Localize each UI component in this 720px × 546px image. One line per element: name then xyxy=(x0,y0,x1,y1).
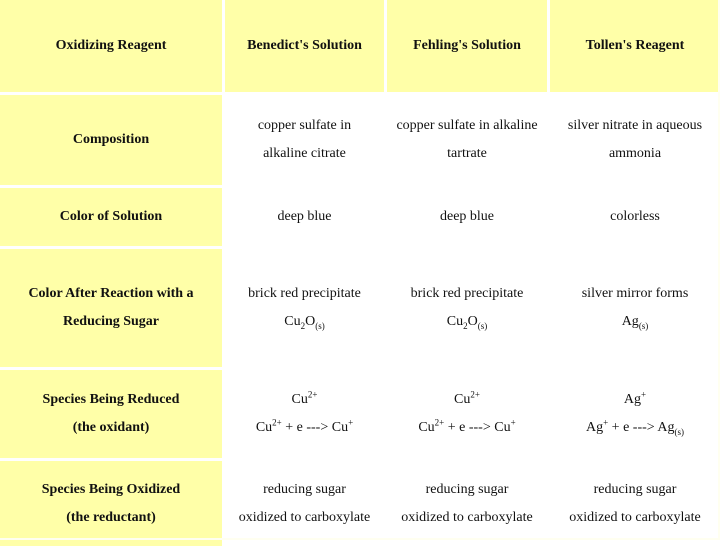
ion-cu2plus: $Cu^{2+}$ xyxy=(454,389,480,407)
formula-cu2o: $Cu_2O_{(s)}$ xyxy=(446,314,488,331)
oxidized-fehling: reducing sugar oxidized to carboxylate xyxy=(387,461,547,546)
half-reaction: $Cu^{2+} + e$ ---> Cu+ xyxy=(255,417,354,435)
reduced-benedict xyxy=(225,370,384,458)
ion-cu2plus: $Cu^{2+}$ xyxy=(291,389,318,407)
composition-tollen: silver nitrate in aqueous ammonia xyxy=(550,95,720,185)
header-fehlings-solution: Fehling's Solution xyxy=(387,0,547,92)
reduced-tollen xyxy=(550,370,720,458)
header-benedicts-solution: Benedict's Solution xyxy=(225,0,384,92)
after-fehling: brick red precipitate $Cu_2O_{(s)}$ xyxy=(387,249,547,367)
after-tollen: silver mirror forms $Ag_{(s)}$ xyxy=(550,249,720,367)
composition-fehling: copper sulfate in alkaline tartrate xyxy=(387,95,547,185)
ion-agplus: Ag+ xyxy=(623,389,647,407)
formula-ag: $Ag_{(s)}$ xyxy=(621,314,649,331)
row-label-color-of-solution: Color of Solution xyxy=(0,188,222,246)
reduced-fehling xyxy=(387,370,547,458)
row-label-color-after-reaction: Color After Reaction with a Reducing Sugar xyxy=(0,249,222,367)
half-reaction: Ag+ + e ---> $Ag_{(s)}$ xyxy=(585,417,685,437)
header-tollens-reagent: Tollen's Reagent xyxy=(550,0,720,92)
formula-cu2o: $Cu_2O_{(s)}$ xyxy=(284,314,325,331)
color-benedict: deep blue xyxy=(225,188,384,246)
header-oxidizing-reagent: Oxidizing Reagent xyxy=(0,0,222,92)
row-label-species-reduced: Species Being Reduced (the oxidant) xyxy=(0,370,222,458)
row-label-species-oxidized: Species Being Oxidized (the reductant) xyxy=(0,461,222,546)
after-benedict: brick red precipitate $Cu_2O_{(s)}$ xyxy=(225,249,384,367)
color-tollen: colorless xyxy=(550,188,720,246)
row-label-composition: Composition xyxy=(0,95,222,185)
oxidized-benedict: reducing sugar oxidized to carboxylate xyxy=(225,461,384,546)
oxidized-tollen: reducing sugar oxidized to carboxylate xyxy=(550,461,720,546)
color-fehling: deep blue xyxy=(387,188,547,246)
composition-benedict: copper sulfate in alkaline citrate xyxy=(225,95,384,185)
half-reaction: $Cu^{2+} + e$ ---> Cu+ xyxy=(418,417,516,435)
